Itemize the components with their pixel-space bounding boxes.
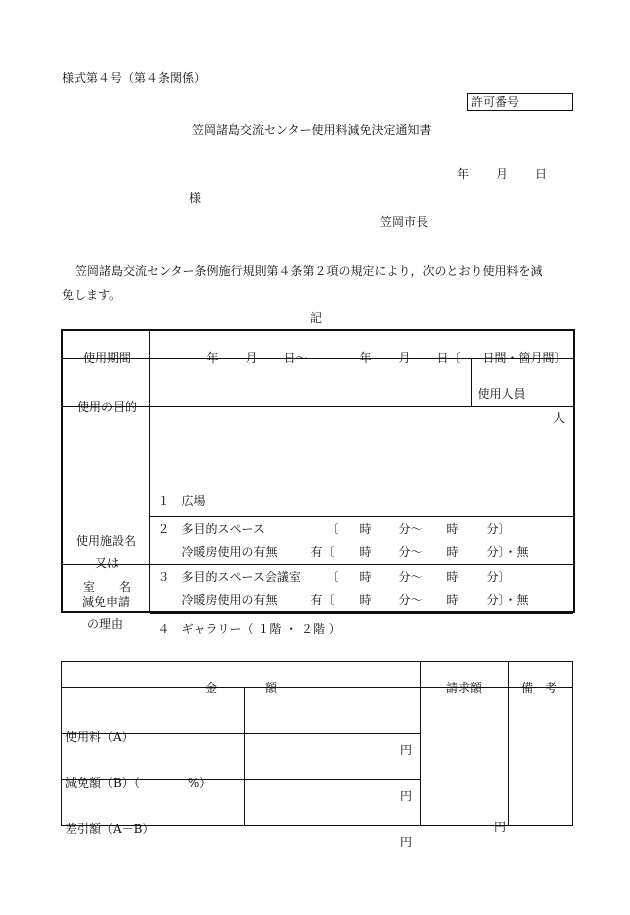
facility-item-no: ３ xyxy=(157,570,170,584)
period-month-2: 月 xyxy=(398,351,411,366)
time-min-from: 分～ xyxy=(398,522,423,536)
period-input[interactable] xyxy=(149,330,574,366)
facility-label-1: 使用施設名 xyxy=(76,534,137,548)
time-min-to: 分〕 xyxy=(486,522,511,536)
facility-list-cell xyxy=(149,406,574,636)
purpose-label-cell xyxy=(62,358,149,414)
time-open: 〔 xyxy=(326,570,339,584)
heating-yes[interactable]: 有〔 xyxy=(310,545,335,559)
reason-label-2: の理由 xyxy=(87,616,124,631)
reduction-unit: 円 xyxy=(399,788,412,803)
permit-number-label: 許可番号 xyxy=(471,95,520,109)
remarks-header: 備 考 xyxy=(521,680,558,695)
users-unit: 人 xyxy=(552,411,565,425)
heating-hour-from: 時 xyxy=(359,593,372,607)
heating-no[interactable]: 分〕・無 xyxy=(486,593,529,607)
period-year-1: 年 xyxy=(206,351,219,366)
period-year-2: 年 xyxy=(359,351,372,366)
heating-min-from: 分～ xyxy=(398,545,423,559)
facility-item-name: ギャラリー（ １階 ・ ２階 ） xyxy=(181,622,341,636)
time-hour-to: 時 xyxy=(446,522,459,536)
permit-number-box[interactable] xyxy=(467,93,573,111)
body-text-line2: 免します。 xyxy=(62,288,122,302)
period-label: 使用期間 xyxy=(83,351,132,366)
date-day: 日 xyxy=(535,167,548,181)
time-open: 〔 xyxy=(326,522,339,536)
heating-hour-to: 時 xyxy=(446,545,459,559)
purpose-label: 使用の目的 xyxy=(77,400,138,414)
time-hour-to: 時 xyxy=(446,570,459,584)
billed-amount-input[interactable] xyxy=(421,688,509,834)
period-day-2: 日〔 xyxy=(436,351,461,366)
heating-no[interactable]: 分〕・無 xyxy=(486,545,529,559)
users-input[interactable] xyxy=(471,358,574,425)
facility-item-multipurpose[interactable] xyxy=(150,517,574,564)
amount-header: 金 額 xyxy=(205,680,278,695)
period-day-1: 日～ xyxy=(283,351,308,366)
purpose-input[interactable] xyxy=(149,358,471,406)
facility-item-no: ２ xyxy=(157,522,170,536)
facility-item-name: 多目的スペース xyxy=(181,522,265,536)
net-row-label: 差引額（A－B） xyxy=(65,821,155,836)
issuer: 笠岡市長 xyxy=(380,215,429,229)
reduction-amount-input[interactable] xyxy=(245,734,421,803)
fee-unit: 円 xyxy=(399,742,412,757)
time-hour-from: 時 xyxy=(359,570,372,584)
fee-table xyxy=(61,661,573,849)
facility-item-no: ４ xyxy=(157,622,170,636)
heating-hour-to: 時 xyxy=(446,593,459,607)
facility-item-no: １ xyxy=(157,494,170,508)
time-min-to: 分〕 xyxy=(486,570,511,584)
period-unit: 日間・箇月間〕 xyxy=(482,351,567,366)
billed-header: 請求額 xyxy=(446,680,483,695)
billed-unit: 円 xyxy=(494,819,507,834)
form-number: 様式第４号（第４条関係） xyxy=(62,71,207,85)
reason-label-1: 減免申請 xyxy=(82,594,131,609)
addressee-suffix: 様 xyxy=(189,191,202,205)
facility-label-cell xyxy=(62,406,149,594)
remarks-input[interactable] xyxy=(509,688,573,826)
time-hour-from: 時 xyxy=(359,522,372,536)
billed-header-cell xyxy=(421,662,509,695)
heating-label: 冷暖房使用の有無 xyxy=(181,593,278,607)
net-amount-input[interactable] xyxy=(245,780,421,849)
net-unit: 円 xyxy=(399,834,412,849)
time-min-from: 分～ xyxy=(398,570,423,584)
facility-item-plaza[interactable] xyxy=(150,485,574,516)
period-month-1: 月 xyxy=(245,351,258,366)
facility-item-name: 多目的スペース会議室 xyxy=(181,570,301,584)
facility-label-3: 室 名 xyxy=(83,580,132,594)
date-month: 月 xyxy=(496,167,509,181)
period-label-cell xyxy=(62,330,149,366)
users-label: 使用人員 xyxy=(477,387,526,401)
heating-hour-from: 時 xyxy=(359,545,372,559)
body-text-line1: 笠岡諸島交流センター条例施行規則第４条第２項の規定により，次のとおり使用料を減 xyxy=(75,264,543,278)
ki-label: 記 xyxy=(310,311,323,325)
document-title: 笠岡諸島交流センター使用料減免決定通知書 xyxy=(192,123,432,137)
reduction-row-label: 減免額（B）（ %） xyxy=(65,775,212,790)
heating-yes[interactable]: 有〔 xyxy=(310,593,335,607)
facility-label-2: 又は xyxy=(95,556,120,570)
heating-min-from: 分～ xyxy=(398,593,423,607)
facility-item-gallery[interactable] xyxy=(150,614,574,643)
heating-label: 冷暖房使用の有無 xyxy=(181,545,278,559)
fee-row-label: 使用料（A） xyxy=(65,729,134,744)
usage-table xyxy=(61,329,575,636)
facility-item-name: 広場 xyxy=(181,494,206,508)
amount-header-cell xyxy=(62,662,421,695)
remarks-header-cell xyxy=(509,662,573,695)
date-year: 年 xyxy=(457,167,470,181)
facility-item-meeting-room[interactable] xyxy=(150,565,574,613)
